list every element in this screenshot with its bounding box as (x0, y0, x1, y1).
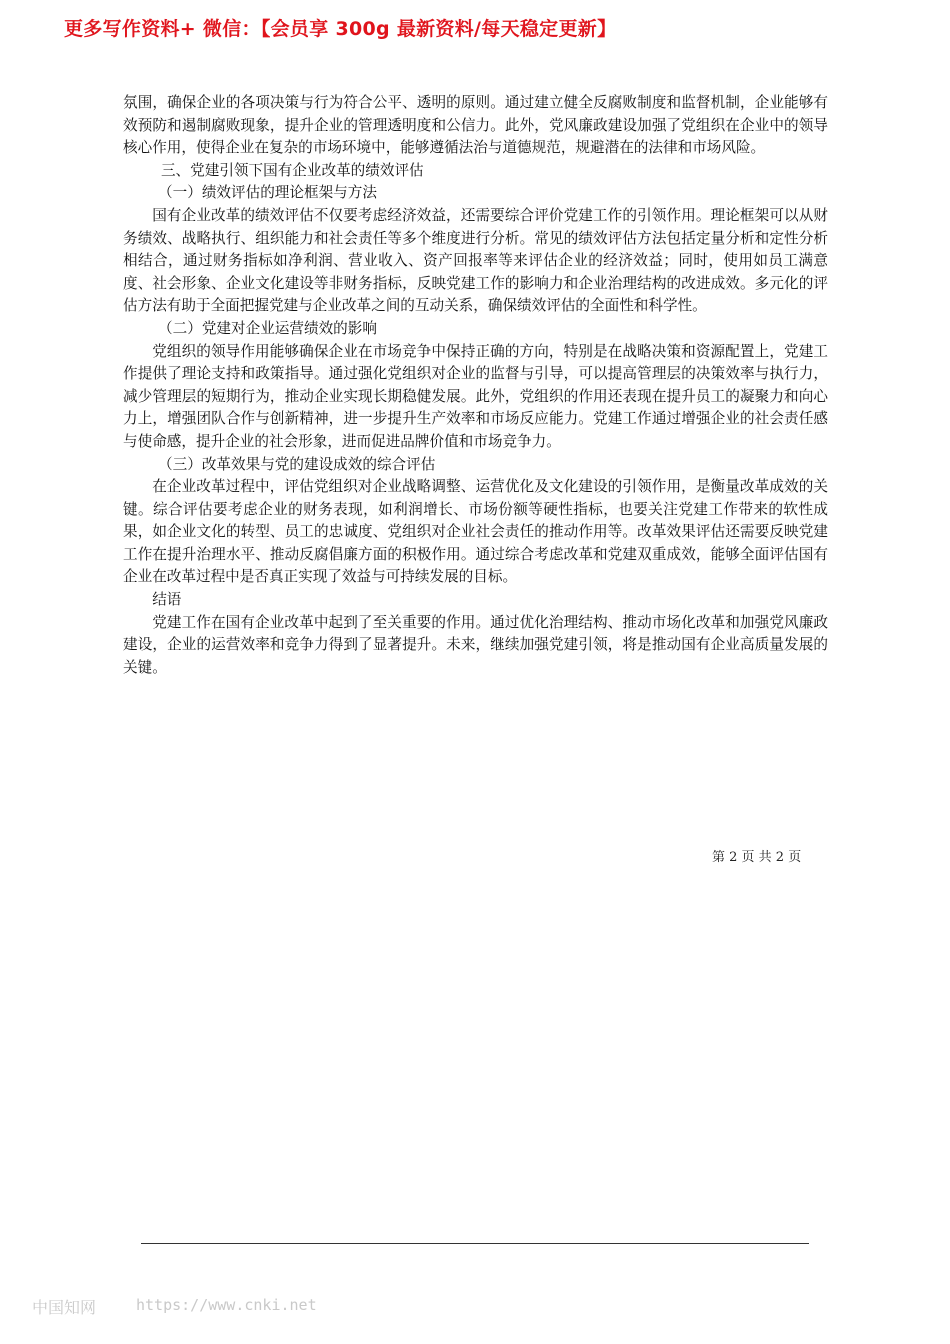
section-heading-3: 三、党建引领下国有企业改革的绩效评估 (160, 161, 424, 179)
promo-banner: 更多写作资料+ 微信：【会员享 300g 最新资料/每天稳定更新】 (64, 18, 617, 40)
page-number: 第 2 页 共 2 页 (712, 850, 802, 865)
paragraph-continuation: 氛围，确保企业的各项决策与行为符合公平、透明的原则。通过建立健全反腐败制度和监督机制，企业能够有效预防和遏制腐败现象，提升企业的管理透明度和公信力。此外，党风廉政建设加强了党组织在企业中的领导核心作用，使得企业在复杂的市场环境中，能够遵循法治与道德规范，规避潜在的法律和市场风险。 (123, 94, 828, 157)
subsection-heading-2: （二）党建对企业运营绩效的影响 (158, 319, 377, 337)
cnki-watermark-logo: 中国知网 (32, 1298, 97, 1317)
subsection-heading-3: （三）改革效果与党的建设成效的综合评估 (158, 455, 436, 473)
conclusion-heading: 结语 (152, 591, 182, 609)
paragraph-comprehensive-evaluation: 在企业改革过程中，评估党组织对企业战略调整、运营优化及文化建设的引领作用，是衡量改革成效的关键。综合评估要考虑企业的财务表现，如利润增长、市场份额等硬性指标，也要关注党建工作带来的软性成果，如企业文化的转型、员工的忠诚度、党组织对企业社会责任的推动作用等。改革效果评估还需要反映党建工作在提升治理水平、推动反腐倡廉方面的积极作用。通过综合考虑改革和党建双重成效，能够全面评估国有企业在改革过程中是否真正实现了效益与可持续发展的目标。 (123, 478, 828, 586)
document-body (123, 92, 828, 679)
paragraph-evaluation-framework: 国有企业改革的绩效评估不仅要考虑经济效益，还需要综合评价党建工作的引领作用。理论框架可以从财务绩效、战略执行、组织能力和社会责任等多个维度进行分析。常见的绩效评估方法包括定量分析和定性分析相结合，通过财务指标如净利润、营业收入、资产回报率等来评估企业的经济效益；同时，使用如员工满意度、社会形象、企业文化建设等非财务指标，反映党建工作的影响力和企业治理结构的改进成效。多元化的评估方法有助于全面把握党建与企业改革之间的互动关系，确保绩效评估的全面性和科学性。 (123, 206, 828, 315)
footer-divider (141, 1243, 809, 1244)
paragraph-conclusion: 党建工作在国有企业改革中起到了至关重要的作用。通过优化治理结构、推动市场化改革和加强党风廉政建设，企业的运营效率和竞争力得到了显著提升。未来，继续加强党建引领，将是推动国有企业高质量发展的关键。 (123, 613, 828, 676)
paragraph-operational-impact: 党组织的领导作用能够确保企业在市场竞争中保持正确的方向，特别是在战略决策和资源配置上，党建工作提供了理论支持和政策指导。通过强化党组织对企业的监督与引导，可以提高管理层的决策效率与执行力，减少管理层的短期行为，推动企业实现长期稳健发展。此外，党组织的作用还表现在提升员工的凝聚力和向心力上，增强团队合作与创新精神，进一步提升生产效率和市场反应能力。党建工作通过增强企业的社会责任感与使命感，提升企业的社会形象，进而促进品牌价值和市场竞争力。 (123, 342, 828, 450)
subsection-heading-1: （一）绩效评估的理论框架与方法 (158, 184, 377, 202)
cnki-watermark-url: https://www.cnki.net (136, 1296, 317, 1314)
